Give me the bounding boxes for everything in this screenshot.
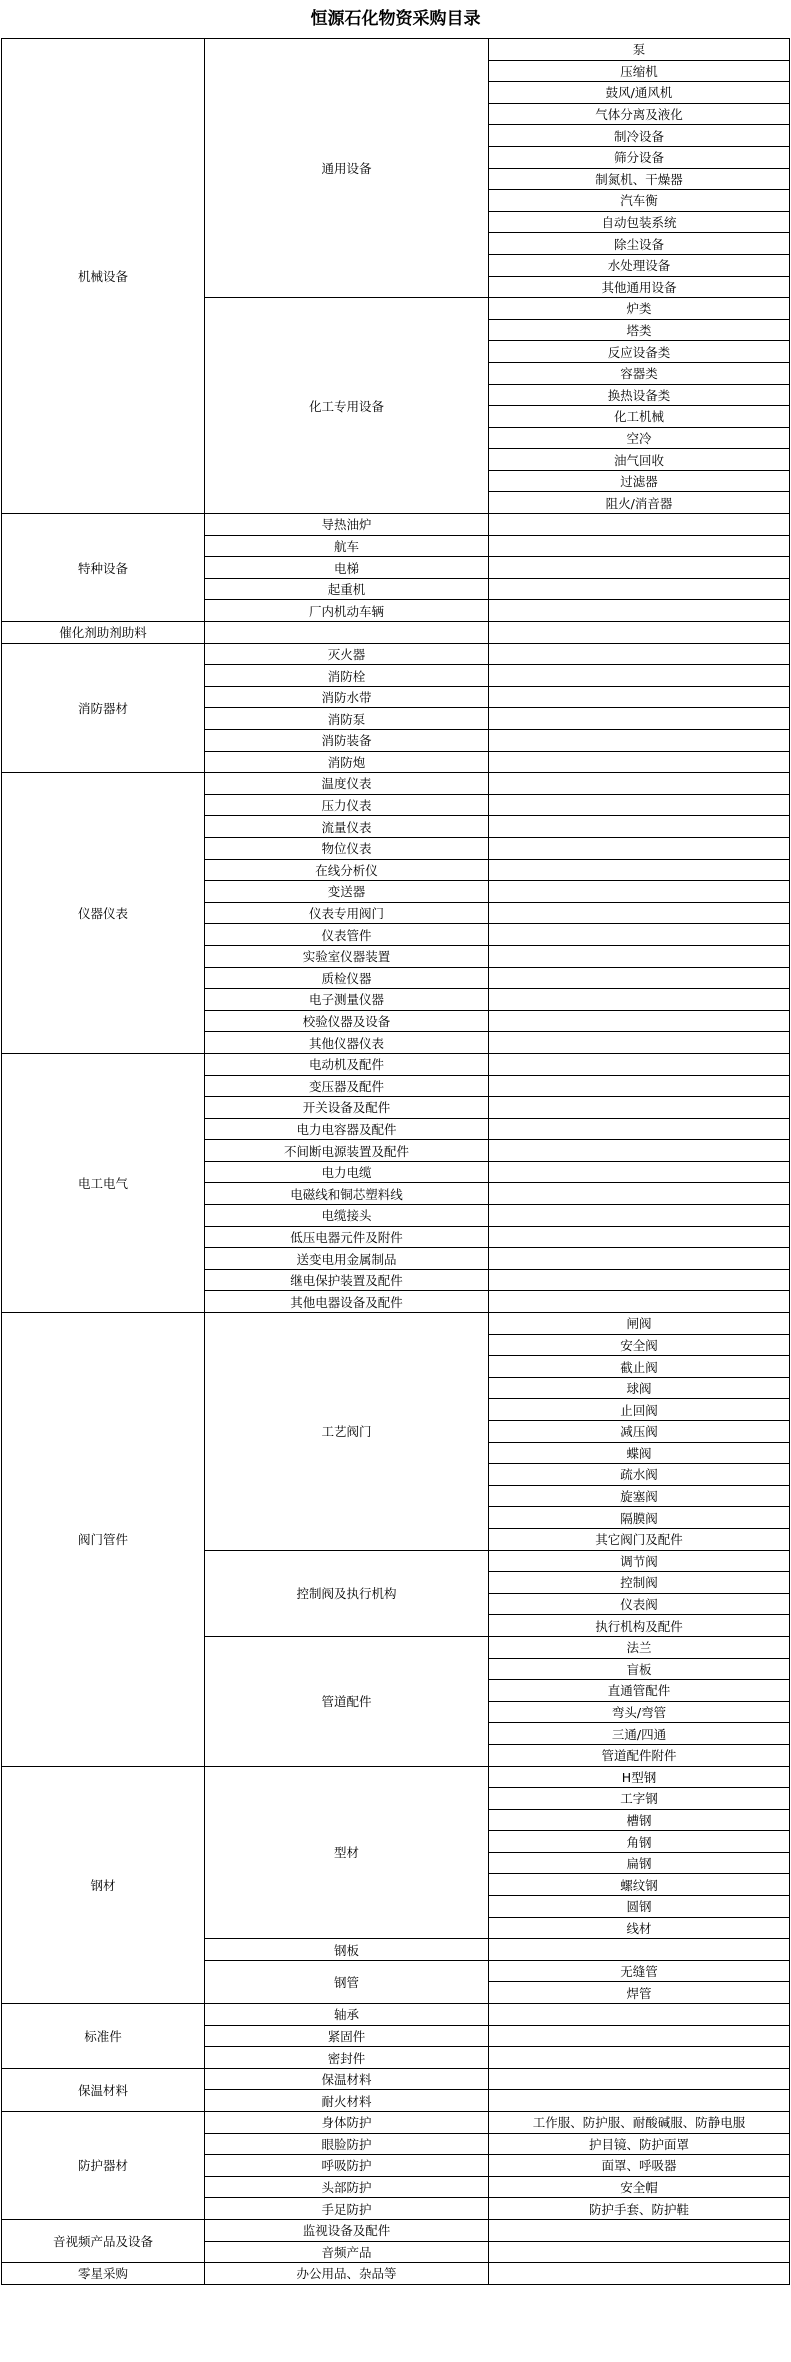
subcategory-cell: 消防水带 (205, 686, 489, 708)
category-cell: 特种设备 (2, 514, 205, 622)
item-cell (489, 600, 790, 622)
subcategory-cell: 电磁线和铜芯塑料线 (205, 1183, 489, 1205)
item-cell (489, 1010, 790, 1032)
category-cell: 标准件 (2, 2004, 205, 2069)
category-cell: 仪器仪表 (2, 773, 205, 1054)
table-row (2, 1766, 790, 1788)
subcategory-cell: 厂内机动车辆 (205, 600, 489, 622)
item-cell: 螺纹钢 (489, 1874, 790, 1896)
subcategory-cell: 起重机 (205, 578, 489, 600)
item-cell (489, 2025, 790, 2047)
subcategory-cell: 继电保护装置及配件 (205, 1269, 489, 1291)
item-cell: 无缝管 (489, 1960, 790, 1982)
item-cell: 法兰 (489, 1636, 790, 1658)
table-row (2, 2004, 790, 2026)
item-cell (489, 557, 790, 579)
subcategory-cell: 钢板 (205, 1939, 489, 1961)
item-cell (489, 578, 790, 600)
category-cell: 零星采购 (2, 2263, 205, 2285)
item-cell: 旋塞阀 (489, 1485, 790, 1507)
subcategory-cell: 在线分析仪 (205, 859, 489, 881)
subcategory-cell: 流量仪表 (205, 816, 489, 838)
item-cell (489, 1183, 790, 1205)
item-cell: 化工机械 (489, 406, 790, 428)
item-cell: 焊管 (489, 1982, 790, 2004)
subcategory-cell: 化工专用设备 (205, 298, 489, 514)
item-cell: 工字钢 (489, 1788, 790, 1810)
category-cell: 钢材 (2, 1766, 205, 2004)
subcategory-cell: 电力电缆 (205, 1161, 489, 1183)
table-row (2, 514, 790, 536)
item-cell: 炉类 (489, 298, 790, 320)
item-cell: 压缩机 (489, 60, 790, 82)
item-cell: 油气回收 (489, 449, 790, 471)
item-cell (489, 1097, 790, 1119)
item-cell: 盲板 (489, 1658, 790, 1680)
item-cell (489, 1032, 790, 1054)
item-cell (489, 837, 790, 859)
item-cell (489, 2090, 790, 2112)
item-cell: 过滤器 (489, 470, 790, 492)
item-cell (489, 1161, 790, 1183)
table-row (2, 39, 790, 61)
category-cell: 保温材料 (2, 2068, 205, 2111)
subcategory-cell: 手足防护 (205, 2198, 489, 2220)
subcategory-cell: 消防炮 (205, 751, 489, 773)
item-cell: 换热设备类 (489, 384, 790, 406)
subcategory-cell: 压力仪表 (205, 794, 489, 816)
item-cell: 调节阀 (489, 1550, 790, 1572)
item-cell: 角钢 (489, 1831, 790, 1853)
subcategory-cell: 电动机及配件 (205, 1053, 489, 1075)
subcategory-cell: 电缆接头 (205, 1205, 489, 1227)
subcategory-cell: 电子测量仪器 (205, 989, 489, 1011)
subcategory-cell: 轴承 (205, 2004, 489, 2026)
item-cell: 执行机构及配件 (489, 1615, 790, 1637)
item-cell (489, 2263, 790, 2285)
item-cell (489, 751, 790, 773)
item-cell (489, 535, 790, 557)
item-cell (489, 1226, 790, 1248)
item-cell: 直通管配件 (489, 1680, 790, 1702)
item-cell (489, 2219, 790, 2241)
item-cell: 制氮机、干燥器 (489, 168, 790, 190)
item-cell (489, 2068, 790, 2090)
item-cell: 容器类 (489, 362, 790, 384)
item-cell (489, 881, 790, 903)
item-cell: H型钢 (489, 1766, 790, 1788)
table-row (2, 2112, 790, 2134)
item-cell: 控制阀 (489, 1572, 790, 1594)
item-cell: 圆钢 (489, 1896, 790, 1918)
item-cell (489, 859, 790, 881)
item-cell: 止回阀 (489, 1399, 790, 1421)
item-cell (489, 1140, 790, 1162)
item-cell (489, 622, 790, 644)
item-cell: 汽车衡 (489, 190, 790, 212)
item-cell: 蝶阀 (489, 1442, 790, 1464)
table-row (2, 2219, 790, 2241)
subcategory-cell: 消防泵 (205, 708, 489, 730)
item-cell (489, 686, 790, 708)
item-cell (489, 1075, 790, 1097)
subcategory-cell: 仪表专用阀门 (205, 902, 489, 924)
subcategory-cell: 呼吸防护 (205, 2155, 489, 2177)
item-cell (489, 643, 790, 665)
category-cell: 电工电气 (2, 1053, 205, 1312)
item-cell (489, 902, 790, 924)
subcategory-cell: 变送器 (205, 881, 489, 903)
subcategory-cell: 校验仪器及设备 (205, 1010, 489, 1032)
item-cell (489, 1939, 790, 1961)
item-cell: 球阀 (489, 1377, 790, 1399)
item-cell (489, 1248, 790, 1270)
category-cell: 防护器材 (2, 2112, 205, 2220)
item-cell (489, 730, 790, 752)
item-cell (489, 514, 790, 536)
table-row (2, 1313, 790, 1335)
table-row (2, 2068, 790, 2090)
subcategory-cell: 钢管 (205, 1960, 489, 2003)
item-cell (489, 1205, 790, 1227)
subcategory-cell: 不间断电源装置及配件 (205, 1140, 489, 1162)
table-row (2, 2263, 790, 2285)
subcategory-cell: 耐火材料 (205, 2090, 489, 2112)
item-cell (489, 1118, 790, 1140)
subcategory-cell: 型材 (205, 1766, 489, 1939)
item-cell: 疏水阀 (489, 1464, 790, 1486)
item-cell: 线材 (489, 1917, 790, 1939)
item-cell: 空冷 (489, 427, 790, 449)
subcategory-cell: 温度仪表 (205, 773, 489, 795)
table-row (2, 622, 790, 644)
item-cell (489, 794, 790, 816)
subcategory-cell: 工艺阀门 (205, 1313, 489, 1551)
table-row (2, 773, 790, 795)
item-cell: 制冷设备 (489, 125, 790, 147)
subcategory-cell: 保温材料 (205, 2068, 489, 2090)
subcategory-cell: 送变电用金属制品 (205, 1248, 489, 1270)
subcategory-cell: 监视设备及配件 (205, 2219, 489, 2241)
category-cell: 消防器材 (2, 643, 205, 773)
category-cell: 阀门管件 (2, 1313, 205, 1766)
item-cell: 闸阀 (489, 1313, 790, 1335)
item-cell: 鼓风/通风机 (489, 82, 790, 104)
item-cell (489, 708, 790, 730)
item-cell: 护目镜、防护面罩 (489, 2133, 790, 2155)
subcategory-cell: 眼脸防护 (205, 2133, 489, 2155)
item-cell: 扁钢 (489, 1852, 790, 1874)
item-cell: 仪表阀 (489, 1593, 790, 1615)
subcategory-cell: 物位仪表 (205, 837, 489, 859)
item-cell: 截止阀 (489, 1356, 790, 1378)
subcategory-cell: 消防栓 (205, 665, 489, 687)
subcategory-cell: 通用设备 (205, 39, 489, 298)
item-cell: 筛分设备 (489, 146, 790, 168)
subcategory-cell (205, 622, 489, 644)
item-cell: 其他通用设备 (489, 276, 790, 298)
item-cell: 工作服、防护服、耐酸碱服、防静电服 (489, 2112, 790, 2134)
item-cell: 安全阀 (489, 1334, 790, 1356)
subcategory-cell: 导热油炉 (205, 514, 489, 536)
item-cell: 反应设备类 (489, 341, 790, 363)
item-cell: 三通/四通 (489, 1723, 790, 1745)
subcategory-cell: 电力电容器及配件 (205, 1118, 489, 1140)
item-cell (489, 1291, 790, 1313)
procurement-catalog-table (1, 38, 790, 2285)
subcategory-cell: 变压器及配件 (205, 1075, 489, 1097)
subcategory-cell: 仪表管件 (205, 924, 489, 946)
subcategory-cell: 办公用品、杂品等 (205, 2263, 489, 2285)
subcategory-cell: 航车 (205, 535, 489, 557)
subcategory-cell: 低压电器元件及附件 (205, 1226, 489, 1248)
subcategory-cell: 密封件 (205, 2047, 489, 2069)
subcategory-cell: 其他仪器仪表 (205, 1032, 489, 1054)
item-cell: 水处理设备 (489, 254, 790, 276)
subcategory-cell: 实验室仪器装置 (205, 945, 489, 967)
item-cell (489, 945, 790, 967)
item-cell: 减压阀 (489, 1421, 790, 1443)
subcategory-cell: 灭火器 (205, 643, 489, 665)
item-cell: 防护手套、防护鞋 (489, 2198, 790, 2220)
item-cell (489, 924, 790, 946)
subcategory-cell: 头部防护 (205, 2176, 489, 2198)
subcategory-cell: 身体防护 (205, 2112, 489, 2134)
category-cell: 催化剂助剂助料 (2, 622, 205, 644)
item-cell: 泵 (489, 39, 790, 61)
table-row (2, 1053, 790, 1075)
item-cell: 弯头/弯管 (489, 1701, 790, 1723)
subcategory-cell: 开关设备及配件 (205, 1097, 489, 1119)
item-cell (489, 967, 790, 989)
item-cell (489, 2047, 790, 2069)
subcategory-cell: 控制阀及执行机构 (205, 1550, 489, 1636)
item-cell: 面罩、呼吸器 (489, 2155, 790, 2177)
subcategory-cell: 其他电器设备及配件 (205, 1291, 489, 1313)
item-cell (489, 2004, 790, 2026)
category-cell: 音视频产品及设备 (2, 2219, 205, 2262)
item-cell (489, 989, 790, 1011)
subcategory-cell: 管道配件 (205, 1636, 489, 1766)
item-cell: 管道配件附件 (489, 1744, 790, 1766)
table-row (2, 643, 790, 665)
page-title: 恒源石化物资采购目录 (310, 9, 481, 29)
category-cell: 机械设备 (2, 39, 205, 514)
item-cell: 槽钢 (489, 1809, 790, 1831)
subcategory-cell: 紧固件 (205, 2025, 489, 2047)
item-cell: 气体分离及液化 (489, 103, 790, 125)
item-cell (489, 816, 790, 838)
subcategory-cell: 音频产品 (205, 2241, 489, 2263)
subcategory-cell: 电梯 (205, 557, 489, 579)
item-cell: 除尘设备 (489, 233, 790, 255)
item-cell: 隔膜阀 (489, 1507, 790, 1529)
item-cell: 阻火/消音器 (489, 492, 790, 514)
item-cell (489, 665, 790, 687)
item-cell (489, 1053, 790, 1075)
item-cell (489, 773, 790, 795)
subcategory-cell: 质检仪器 (205, 967, 489, 989)
item-cell (489, 2241, 790, 2263)
item-cell (489, 1269, 790, 1291)
item-cell: 其它阀门及配件 (489, 1528, 790, 1550)
item-cell: 安全帽 (489, 2176, 790, 2198)
item-cell: 自动包装系统 (489, 211, 790, 233)
subcategory-cell: 消防装备 (205, 730, 489, 752)
item-cell: 塔类 (489, 319, 790, 341)
